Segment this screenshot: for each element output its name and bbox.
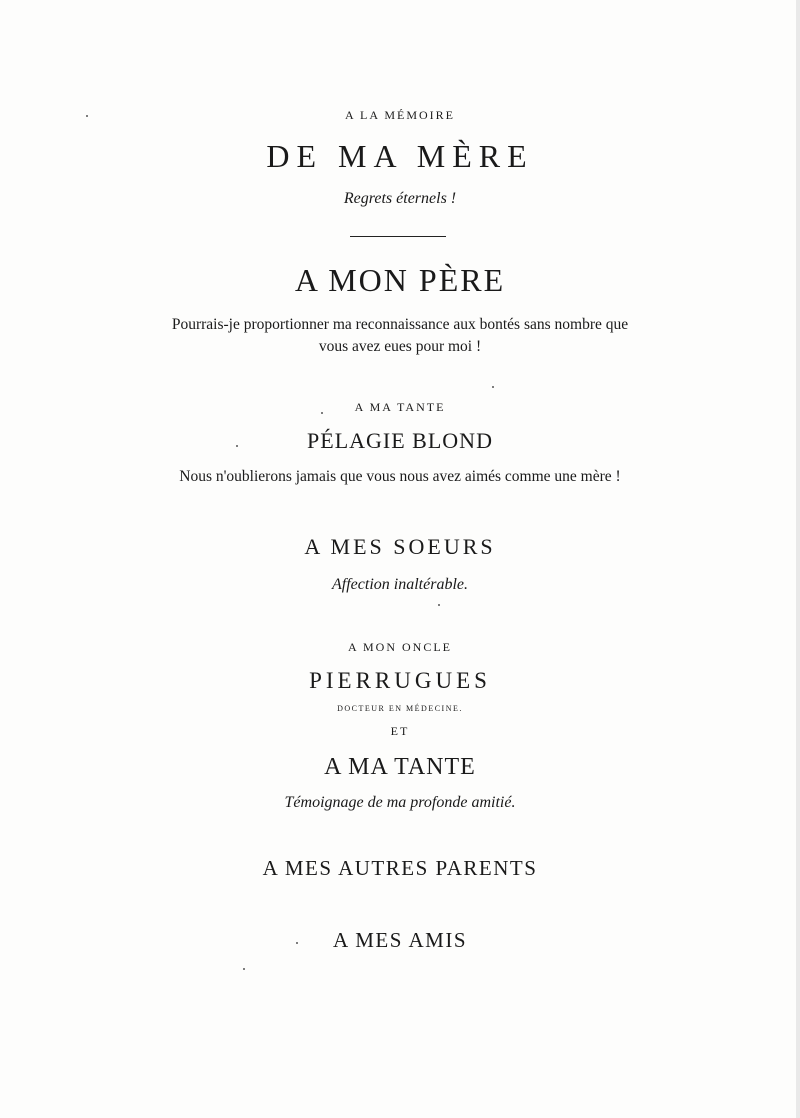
scan-speck — [243, 968, 245, 970]
father-text-line2: vous avez eues pour moi ! — [318, 338, 482, 355]
mother-note: Regrets éternels ! — [343, 190, 457, 207]
conjunction: ET — [390, 724, 410, 738]
scan-speck — [86, 115, 88, 117]
aunt2-note: Témoignage de ma profonde amitié. — [284, 794, 516, 811]
other-relatives-heading: A MES AUTRES PARENTS — [262, 856, 538, 880]
friends-heading: A MES AMIS — [332, 928, 468, 952]
uncle-intro: A MON ONCLE — [347, 640, 452, 654]
aunt-name: PÉLAGIE BLOND — [307, 428, 493, 453]
aunt-intro: A MA TANTE — [354, 400, 446, 414]
sisters-heading: A MES SOEURS — [304, 534, 496, 559]
scan-speck — [438, 604, 440, 606]
sisters-note: Affection inaltérable. — [332, 576, 468, 593]
page-edge-shadow — [796, 0, 800, 1118]
father-text-line1: Pourrais-je proportionner ma reconnaissance aux bontés sans nombre que — [171, 316, 629, 333]
scan-speck — [236, 445, 238, 447]
divider-rule — [350, 236, 446, 237]
mother-heading: DE MA MÈRE — [266, 138, 534, 174]
aunt-text: Nous n'oublierons jamais que vous nous avez aimés comme une mère ! — [179, 468, 621, 485]
uncle-name: PIERRUGUES — [309, 668, 491, 693]
scan-speck — [321, 412, 323, 414]
scan-speck — [296, 942, 298, 944]
scan-speck — [492, 386, 494, 388]
uncle-title: DOCTEUR EN MÉDECINE. — [337, 704, 463, 713]
memory-intro: A LA MÉMOIRE — [344, 108, 455, 122]
father-heading: A MON PÈRE — [294, 262, 506, 298]
aunt2-heading: A MA TANTE — [324, 754, 476, 780]
